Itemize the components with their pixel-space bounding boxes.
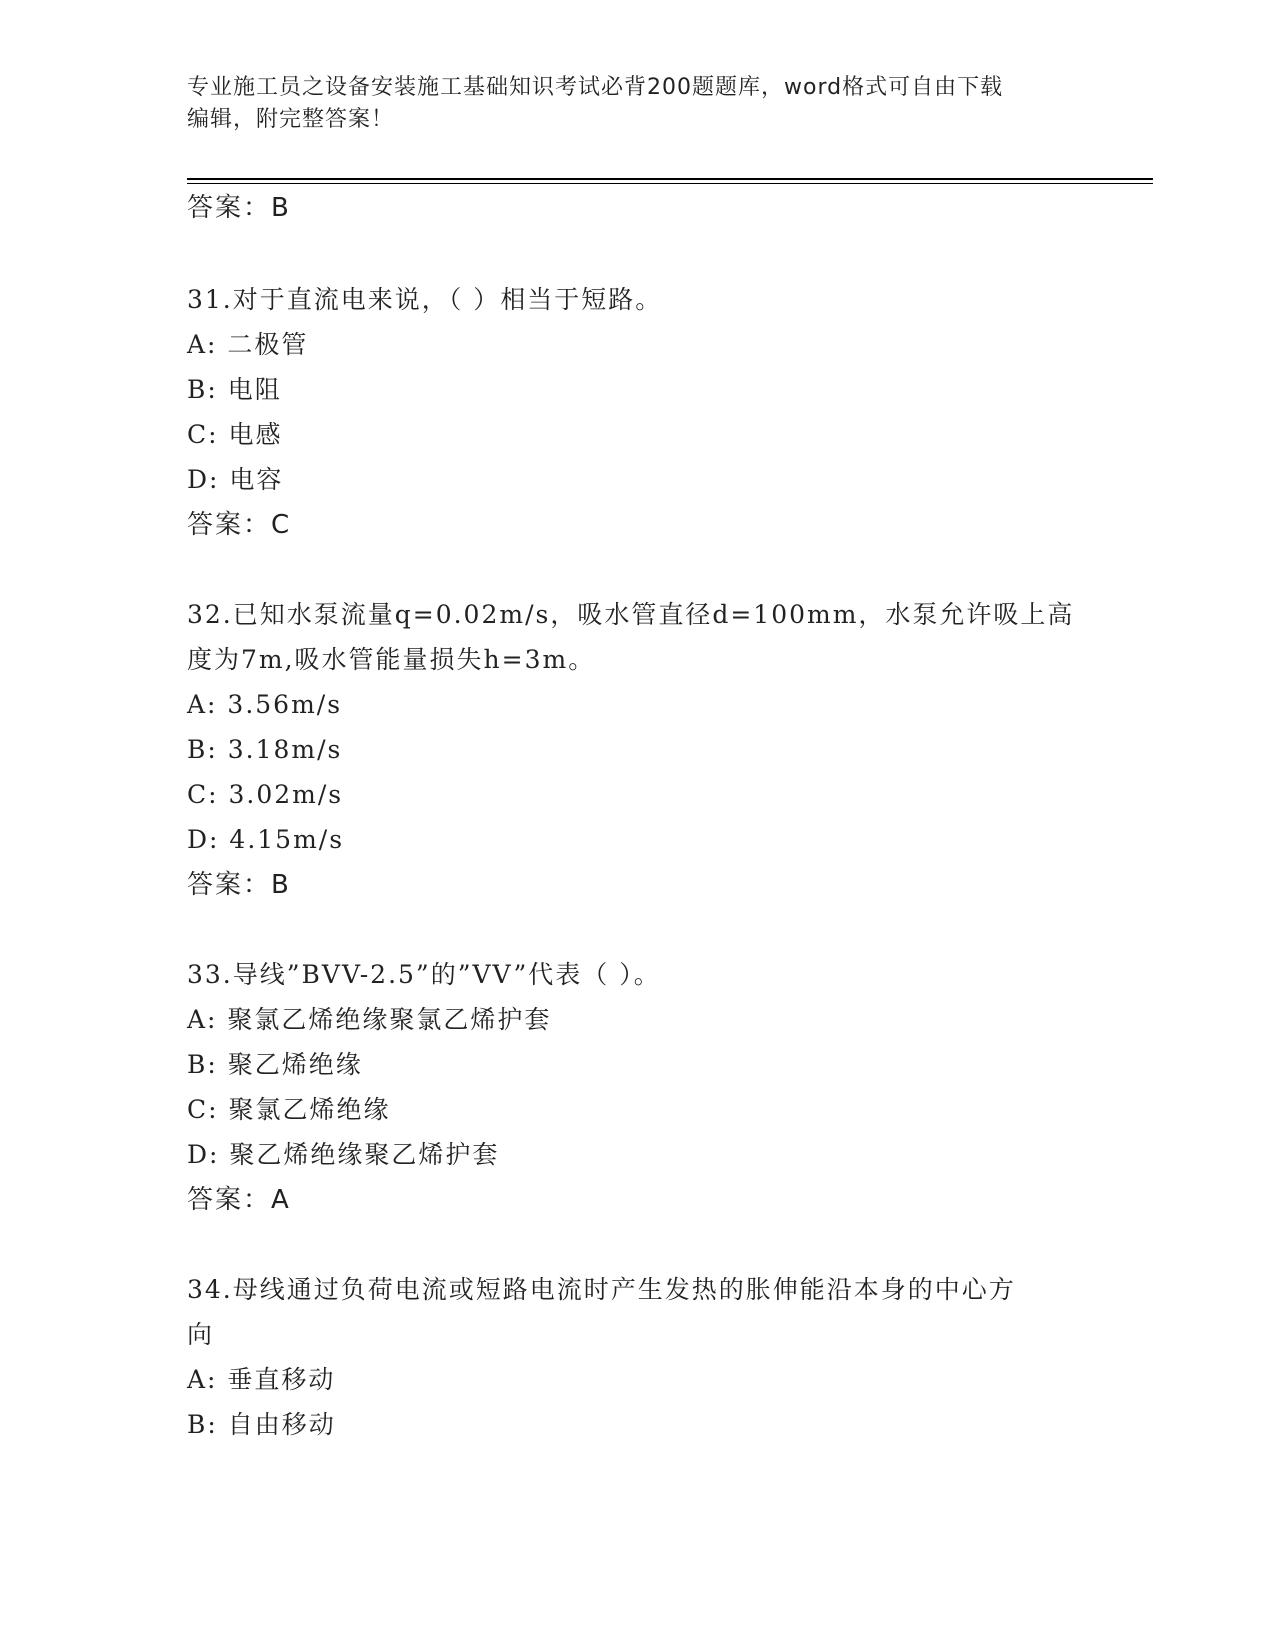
question-34-option-b: B: 自由移动	[187, 1410, 336, 1439]
question-31-option-c: C: 电感	[187, 420, 283, 449]
question-31-option-b: B: 电阻	[187, 375, 282, 404]
question-32-option-c: C: 3.02m/s	[187, 780, 344, 809]
question-31-stem: 31.对于直流电来说，（ ）相当于短路。	[187, 285, 663, 314]
document-header	[187, 72, 1067, 136]
header-rule-thin	[187, 183, 1153, 184]
question-34-stem-line-1: 34.母线通过负荷电流或短路电流时产生发热的胀伸能沿本身的中心方	[187, 1275, 1016, 1304]
previous-answer: 答案：B	[187, 193, 291, 223]
question-32-option-b: B: 3.18m/s	[187, 735, 343, 764]
question-32-option-d: D: 4.15m/s	[187, 825, 345, 854]
question-32-option-a: A: 3.56m/s	[187, 690, 343, 719]
question-33-option-d: D: 聚乙烯绝缘聚乙烯护套	[187, 1140, 500, 1169]
question-31-option-d: D: 电容	[187, 465, 284, 494]
question-32-stem-line-2: 度为7m,吸水管能量损失h=3m。	[187, 645, 596, 674]
header-line-2: 编辑，附完整答案！	[187, 107, 395, 132]
question-33-answer: 答案：A	[187, 1185, 291, 1215]
question-33-option-c: C: 聚氯乙烯绝缘	[187, 1095, 391, 1124]
question-32-stem-line-1: 32.已知水泵流量q=0.02m/s，吸水管直径d=100mm，水泵允许吸上高	[187, 600, 1075, 629]
question-32-answer: 答案：B	[187, 870, 291, 900]
question-31-answer: 答案：C	[187, 510, 292, 540]
question-31-option-a: A: 二极管	[187, 330, 309, 359]
question-33-option-b: B: 聚乙烯绝缘	[187, 1050, 363, 1079]
header-rule-thick	[187, 178, 1153, 180]
header-line-1: 专业施工员之设备安装施工基础知识考试必背200题题库，word格式可自由下载	[187, 75, 1004, 100]
question-33-option-a: A: 聚氯乙烯绝缘聚氯乙烯护套	[187, 1005, 552, 1034]
question-34-option-a: A: 垂直移动	[187, 1365, 336, 1394]
question-33-stem: 33.导线”BVV-2.5”的”VV”代表（ ）。	[187, 960, 661, 989]
question-34-stem-line-2: 向	[187, 1320, 215, 1349]
